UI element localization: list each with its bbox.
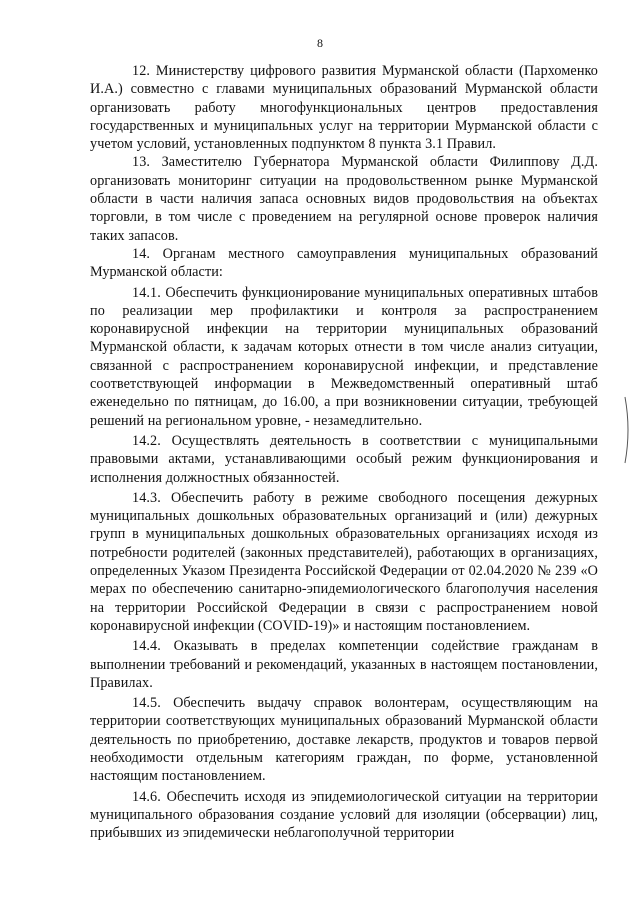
paragraph-14: 14. Органам местного самоуправления муниципальных образований Мурманской области: — [90, 245, 598, 281]
paragraph-14-6: 14.6. Обеспечить исходя из эпидемиологической ситуации на территории муниципального образования создание условий для изоляции (обсервации) лиц, прибывших из эпидемически неблагополучной территории — [90, 788, 598, 842]
paragraph-14-2: 14.2. Осуществлять деятельность в соответствии с муниципальными правовыми актами, устанавливающими особый режим функционирования и исполнения должностных обязанностей. — [90, 432, 598, 486]
paragraph-12: 12. Министерству цифрового развития Мурманской области (Пархоменко И.А.) совместно с главами муниципальных образований Мурманской области организовать работу многофункциональных центров предоставления государственных и муниципальных услуг на территории Мурманской области с учетом условий, установленных подпунктом 8 пункта 3.1 Правил. — [90, 63, 598, 153]
scan-margin-mark — [624, 395, 632, 465]
page-number: 8 — [317, 36, 323, 50]
paragraph-14-1: 14.1. Обеспечить функционирование муниципальных оперативных штабов по реализации мер профилактики и контроля за распространением коронавирусной инфекции на территории муниципальных образований Мурманской области, к задачам которых отнести в том числе анализ ситуации, связанной с распространением коронавирусной инфекции, и представление соответствующей информации в Межведомственный оперативный штаб еженедельно по пятницам, до 16.00, а при возникновении ситуации, требующей решений на региональном уровне, - незамедлительно. — [90, 284, 598, 429]
paragraph-14-4: 14.4. Оказывать в пределах компетенции содействие гражданам в выполнении требований и рекомендаций, указанных в настоящем постановлении, Правилах. — [90, 638, 598, 691]
paragraph-13: 13. Заместителю Губернатора Мурманской области Филиппову Д.Д. организовать мониторинг ситуации на продовольственном рынке Мурманской области в части наличия запаса основных видов продовольствия на объектах торговли, в том числе с проведением на регулярной основе проверок наличия таких запасов. — [90, 154, 598, 244]
paragraph-14-5: 14.5. Обеспечить выдачу справок волонтерам, осуществляющим на территории соответствующих муниципальных образований Мурманской области деятельность по приобретению, доставке лекарств, продуктов и товаров первой необходимости отдельным категориям граждан, по форме, установленной настоящим постановлением. — [90, 695, 598, 785]
document-body — [90, 62, 598, 842]
paragraph-14-3: 14.3. Обеспечить работу в режиме свободного посещения дежурных муниципальных дошкольных образовательных организаций и (или) дежурных групп в муниципальных дошкольных образовательных организациях исходя из потребности родителей (законных представителей), работающих в организациях, определенных Указом Президента Российской Федерации от 02.04.2020 № 239 «О мерах по обеспечению санитарно-эпидемиологического благополучия населения на территории Российской Федерации в связи с распространением новой коронавирусной инфекции (COVID-19)» и настоящим постановлением. — [90, 489, 598, 634]
